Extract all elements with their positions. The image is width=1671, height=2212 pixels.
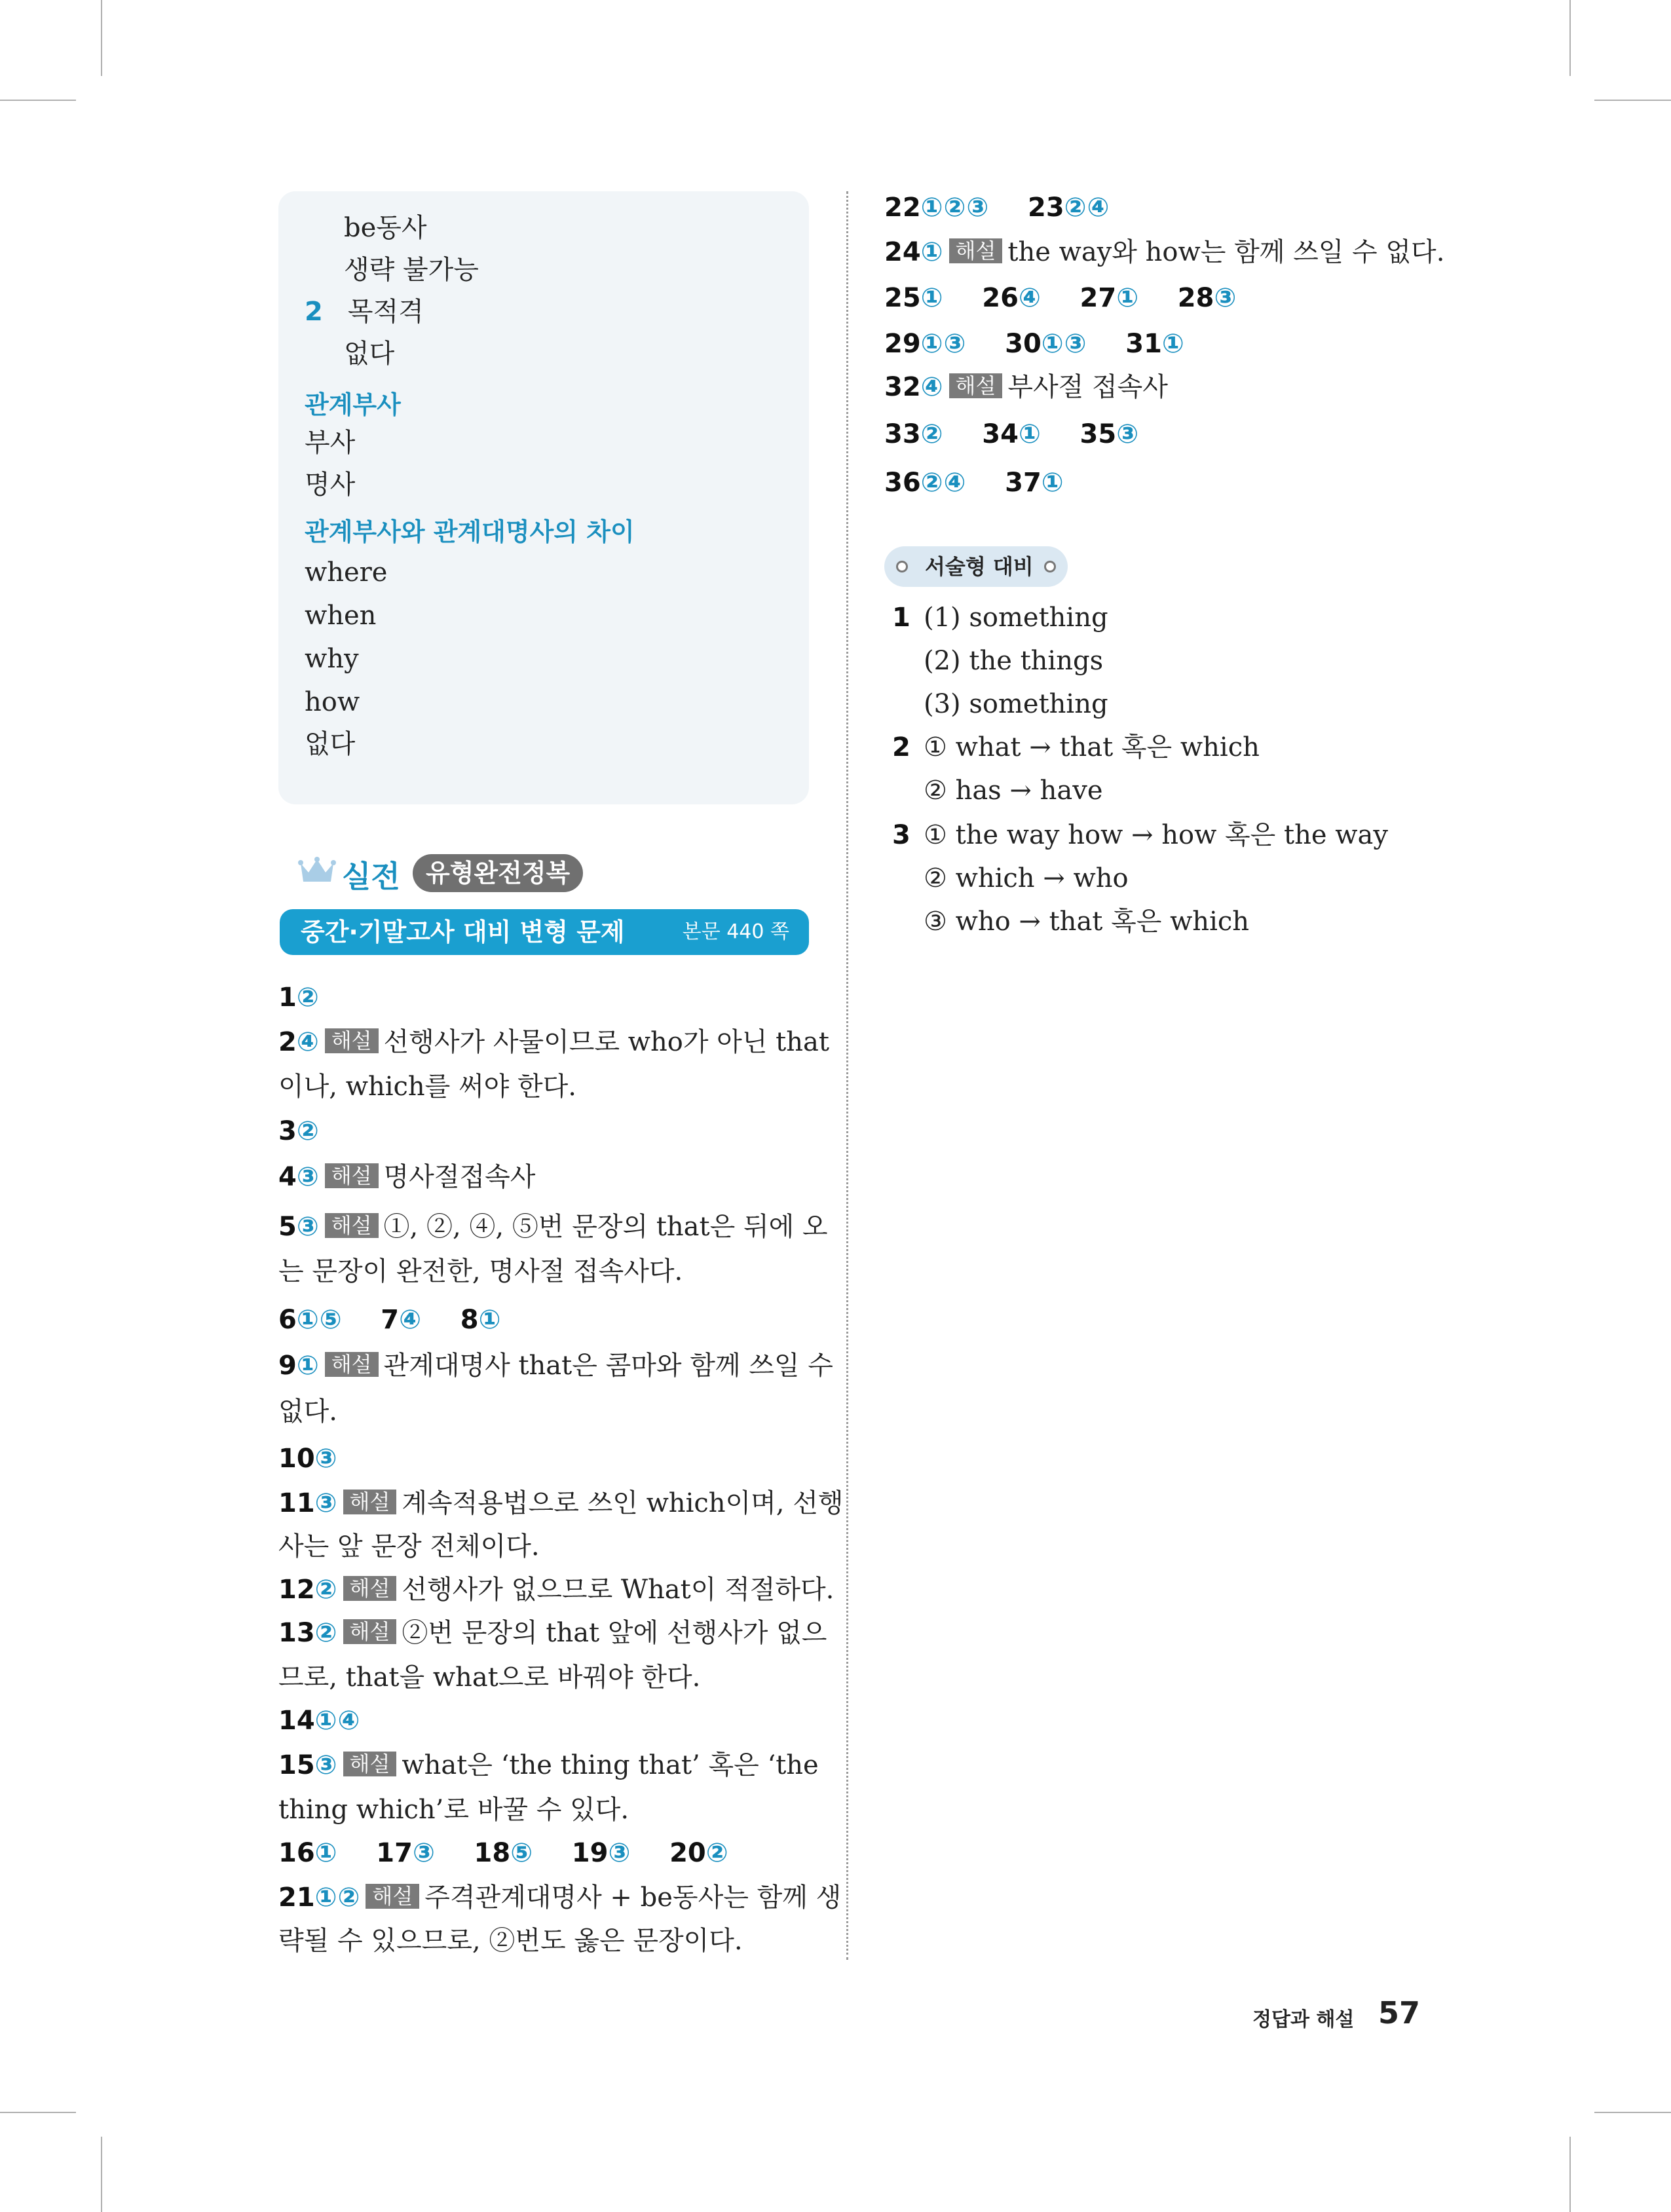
summary-line: 없다: [344, 339, 395, 369]
answer-line: 32④ 해설 부사절 접속사: [884, 372, 1168, 402]
circle-icon: [896, 561, 908, 572]
explanation-badge: 해설: [325, 1028, 379, 1053]
crop-mark: [101, 2137, 102, 2212]
answer-line: 9① 해설 관계대명사 that은 콤마와 함께 쓰일 수: [278, 1351, 833, 1381]
answer-line: 36②④ 37①: [884, 468, 1064, 498]
explanation-badge: 해설: [325, 1163, 379, 1188]
explanation-badge: 해설: [343, 1619, 397, 1644]
crop-mark: [0, 2112, 76, 2113]
answer-continuation: 없다.: [278, 1397, 337, 1427]
bar-page-reference: 본문 440 쪽: [682, 920, 789, 943]
answer-line: 13② 해설 ②번 문장의 that 앞에 선행사가 없으: [278, 1618, 827, 1648]
summary-item: why: [305, 644, 359, 674]
answer-line: 4③ 해설 명사절접속사: [278, 1162, 536, 1192]
descriptive-label-pill: [884, 546, 1068, 587]
descriptive-line: (3) something: [924, 689, 1108, 719]
answer-line: 16① 17③ 18⑤ 19③ 20②: [278, 1838, 729, 1868]
descriptive-line: ② which → who: [924, 863, 1129, 893]
summary-item: 명사: [305, 470, 356, 500]
answer-continuation: thing which’로 바꿀 수 있다.: [278, 1795, 629, 1825]
descriptive-line: 2 ① what → that 혹은 which: [892, 732, 1260, 762]
answer-line: 11③ 해설 계속적용법으로 쓰인 which이며, 선행: [278, 1488, 844, 1518]
answer-line: 14①④: [278, 1706, 361, 1736]
answer-line: 2④ 해설 선행사가 사물이므로 who가 아닌 that: [278, 1027, 829, 1057]
explanation-badge: 해설: [325, 1352, 379, 1377]
explanation-badge: 해설: [343, 1752, 397, 1776]
descriptive-line: 1 (1) something: [892, 603, 1108, 633]
answer-line: 10③: [278, 1444, 338, 1474]
answer-line: 33② 34① 35③: [884, 419, 1140, 449]
answer-line: 6①⑤ 7④ 8①: [278, 1305, 502, 1335]
answer-line: 3②: [278, 1116, 320, 1146]
explanation-badge: 해설: [366, 1884, 419, 1909]
answer-continuation: 사는 앞 문장 전체이다.: [278, 1531, 540, 1562]
summary-line: 2 목적격: [305, 297, 424, 327]
crop-mark: [1569, 0, 1571, 76]
descriptive-line: (2) the things: [924, 646, 1104, 676]
answer-continuation: 므로, that을 what으로 바꿔야 한다.: [278, 1662, 701, 1693]
explanation-badge: 해설: [325, 1213, 379, 1238]
explanation-badge: 해설: [949, 373, 1003, 398]
explanation-badge: 해설: [949, 238, 1003, 263]
summary-box: [278, 191, 809, 804]
summary-item: where: [305, 557, 388, 588]
answer-continuation: 는 문장이 완전한, 명사절 접속사다.: [278, 1256, 683, 1286]
summary-line: be동사: [344, 213, 427, 243]
explanation-badge: 해설: [343, 1576, 397, 1601]
crop-mark: [101, 0, 102, 76]
section-title: 실전: [342, 859, 400, 894]
descriptive-line: ③ who → that 혹은 which: [924, 907, 1250, 937]
footer-label: 정답과 해설: [1252, 2008, 1355, 2031]
crop-mark: [0, 100, 76, 101]
summary-heading: 관계부사와 관계대명사의 차이: [305, 517, 635, 546]
section-badge: 유형완전정복: [413, 854, 583, 892]
summary-item: how: [305, 687, 360, 717]
bar-title: 중간·기말고사 대비 변형 문제: [301, 918, 625, 947]
summary-item: 부사: [305, 428, 356, 458]
crop-mark: [1594, 100, 1671, 101]
answer-line: 5③ 해설 ①, ②, ④, ⑤번 문장의 that은 뒤에 오: [278, 1212, 828, 1242]
answer-line: 24① 해설 the way와 how는 함께 쓰일 수 없다.: [884, 237, 1445, 267]
answer-continuation: 략될 수 있으므로, ②번도 옳은 문장이다.: [278, 1926, 743, 1956]
answer-continuation: 이나, which를 써야 한다.: [278, 1072, 577, 1102]
summary-item: when: [305, 601, 377, 631]
answer-line: 25① 26④ 27① 28③: [884, 283, 1237, 313]
crop-mark: [1569, 2137, 1571, 2212]
page-number: 57: [1378, 1995, 1421, 2031]
circle-icon: [1044, 561, 1056, 572]
explanation-badge: 해설: [343, 1490, 397, 1514]
crown-icon: [298, 857, 336, 884]
crop-mark: [1594, 2112, 1671, 2113]
answer-line: 15③ 해설 what은 ‘the thing that’ 혹은 ‘the: [278, 1750, 819, 1780]
summary-heading: 관계부사: [305, 390, 401, 419]
summary-number: 2: [305, 297, 323, 327]
answer-line: 1②: [278, 983, 320, 1013]
descriptive-line: 3 ① the way how → how 혹은 the way: [892, 820, 1388, 850]
answer-line: 22①②③ 23②④: [884, 193, 1110, 223]
descriptive-line: ② has → have: [924, 776, 1103, 806]
column-divider: [846, 191, 848, 1960]
summary-item: 없다: [305, 729, 356, 759]
descriptive-label: 서술형 대비: [925, 554, 1034, 579]
answer-line: 12② 해설 선행사가 없으므로 What이 적절하다.: [278, 1575, 835, 1605]
answer-line: 29①③ 30①③ 31①: [884, 329, 1185, 359]
answer-line: 21①② 해설 주격관계대명사 + be동사는 함께 생: [278, 1883, 842, 1913]
summary-line: 생략 불가능: [344, 255, 479, 285]
section-bar: [280, 909, 809, 955]
